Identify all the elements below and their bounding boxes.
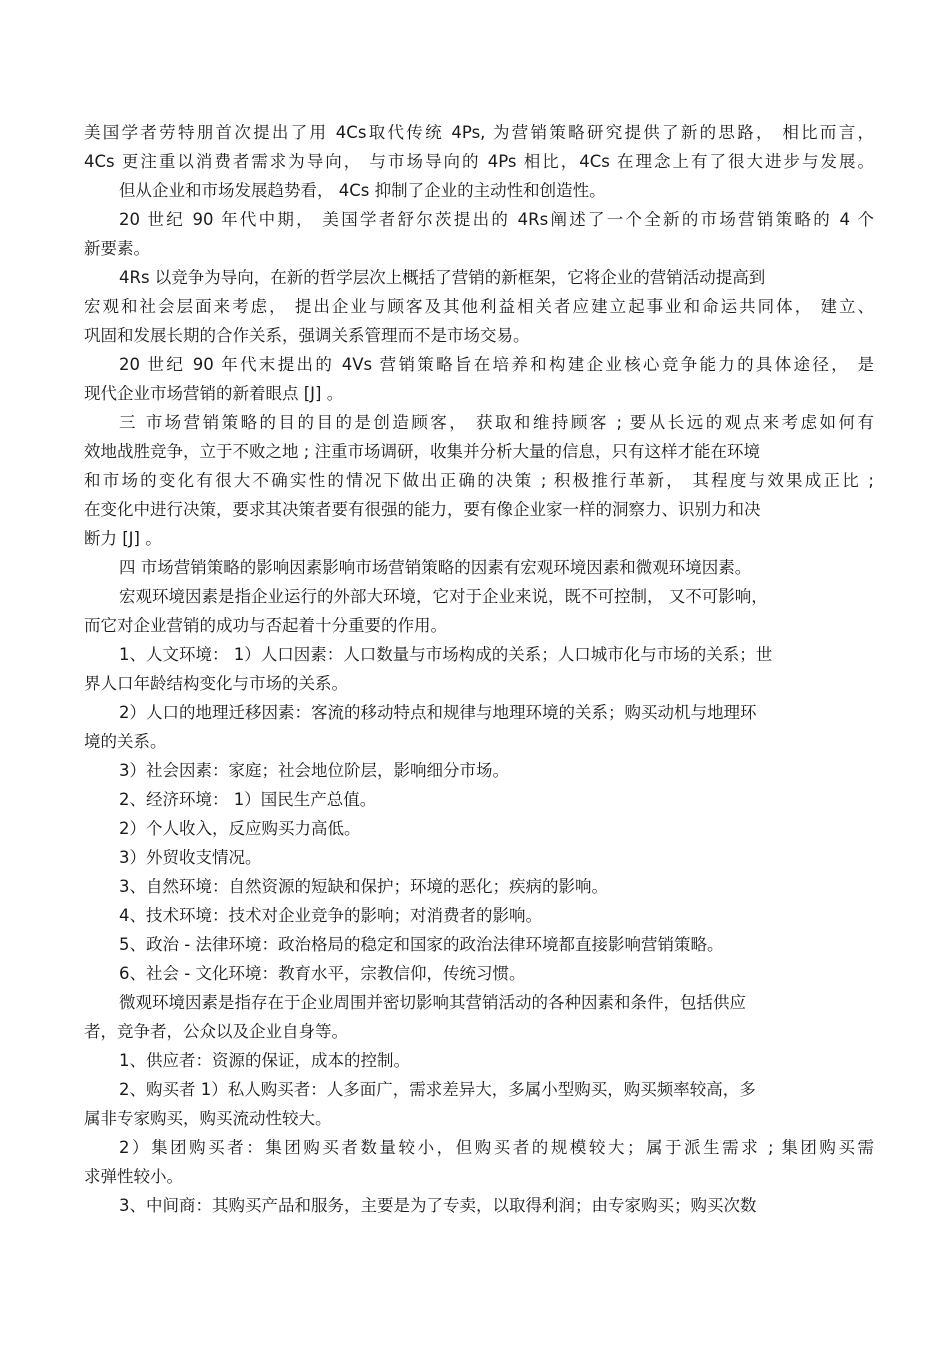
text-line: 4、技术环境：技术对企业竞争的影响；对消费者的影响。 <box>119 906 542 925</box>
text-line: 6、社会 - 文化环境：教育水平，宗教信仰，传统习惯。 <box>119 964 526 983</box>
text-line: 1、供应者：资源的保证，成本的控制。 <box>119 1051 410 1070</box>
text-line: 和市场的变化有很大不确实性的情况下做出正确的决策 ; 积极推行革新， 其程度与效果成正比 ; <box>84 471 874 490</box>
text-line: 宏观和社会层面来考虑， 提出企业与顾客及其他利益相关者应建立起事业和命运共同体， 建立、 <box>84 297 874 316</box>
text-line: 宏观环境因素是指企业运行的外部大环境，它对于企业来说，既不可控制， 又不可影响， <box>119 587 768 606</box>
text-line: 2、购买者 1）私人购买者：人多面广，需求差异大，多属小型购买，购买频率较高，多 <box>119 1080 756 1099</box>
text-line: 而它对企业营销的成功与否起着十分重要的作用。 <box>84 616 447 635</box>
text-line: 者，竞争者，公众以及企业自身等。 <box>84 1022 348 1041</box>
text-line: 微观环境因素是指存在于企业周围并密切影响其营销活动的各种因素和条件，包括供应 <box>119 993 746 1012</box>
text-line: 4Cs 更注重以消费者需求为导向， 与市场导向的 4Ps 相比，4Cs 在理念上有了很大进步与发展。 <box>84 152 874 171</box>
text-line: 5、政治 - 法律环境：政治格局的稳定和国家的政治法律环境都直接影响营销策略。 <box>119 935 724 954</box>
text-line: 但从企业和市场发展趋势看， 4Cs 抑制了企业的主动性和创造性。 <box>119 181 606 200</box>
text-line: 20 世纪 90 年代中期， 美国学者舒尔茨提出的 4Rs阐述了一个全新的市场营销策略的 4 个 <box>119 210 874 229</box>
text-line: 属非专家购买，购买流动性较大。 <box>84 1109 332 1128</box>
text-line: 2）人口的地理迁移因素：客流的移动特点和规律与地理环境的关系；购买动机与地理环 <box>119 703 757 722</box>
document-body <box>84 118 874 1220</box>
text-line: 在变化中进行决策，要求其决策者要有很强的能力，要有像企业家一样的洞察力、识别力和决 <box>84 500 761 519</box>
text-line: 现代企业市场营销的新着眼点 [J] 。 <box>84 384 344 403</box>
text-line: 美国学者劳特朋首次提出了用 4Cs取代传统 4Ps, 为营销策略研究提供了新的思路， 相比而言， <box>84 123 874 142</box>
text-line: 1、人文环境： 1）人口因素：人口数量与市场构成的关系；人口城市化与市场的关系；世 <box>119 645 773 664</box>
text-line: 3、中间商：其购买产品和服务，主要是为了专卖，以取得利润；由专家购买；购买次数 <box>119 1196 757 1215</box>
text-line: 断力 [J] 。 <box>84 529 162 548</box>
text-line: 巩固和发展长期的合作关系，强调关系管理而不是市场交易。 <box>84 326 530 345</box>
text-line: 四 市场营销策略的影响因素影响市场营销策略的因素有宏观环境因素和微观环境因素。 <box>119 558 752 577</box>
text-line: 2、经济环境： 1）国民生产总值。 <box>119 790 377 809</box>
text-line: 2）集团购买者：集团购买者数量较小，但购买者的规模较大；属于派生需求 ; 集团购买需 <box>119 1138 874 1157</box>
text-line: 3）外贸收支情况。 <box>119 848 262 867</box>
text-line: 新要素。 <box>84 239 150 258</box>
text-line: 3）社会因素：家庭；社会地位阶层，影响细分市场。 <box>119 761 509 780</box>
text-line: 界人口年龄结构变化与市场的关系。 <box>84 674 348 693</box>
text-line: 4Rs 以竞争为导向，在新的哲学层次上概括了营销的新框架，它将企业的营销活动提高到 <box>119 268 766 287</box>
text-line: 2）个人收入，反应购买力高低。 <box>119 819 361 838</box>
text-line: 3、自然环境：自然资源的短缺和保护；环境的恶化；疾病的影响。 <box>119 877 608 896</box>
text-line: 20 世纪 90 年代末提出的 4Vs 营销策略旨在培养和构建企业核心竞争能力的具体途径， 是 <box>119 355 874 374</box>
text-line: 求弹性较小。 <box>84 1167 183 1186</box>
text-line: 境的关系。 <box>84 732 167 751</box>
text-line: 效地战胜竞争，立于不败之地 ; 注重市场调研，收集并分析大量的信息，只有这样才能在环境 <box>84 442 761 461</box>
text-line: 三 市场营销策略的目的目的是创造顾客， 获取和维持顾客 ; 要从长远的观点来考虑如何有 <box>119 413 874 432</box>
